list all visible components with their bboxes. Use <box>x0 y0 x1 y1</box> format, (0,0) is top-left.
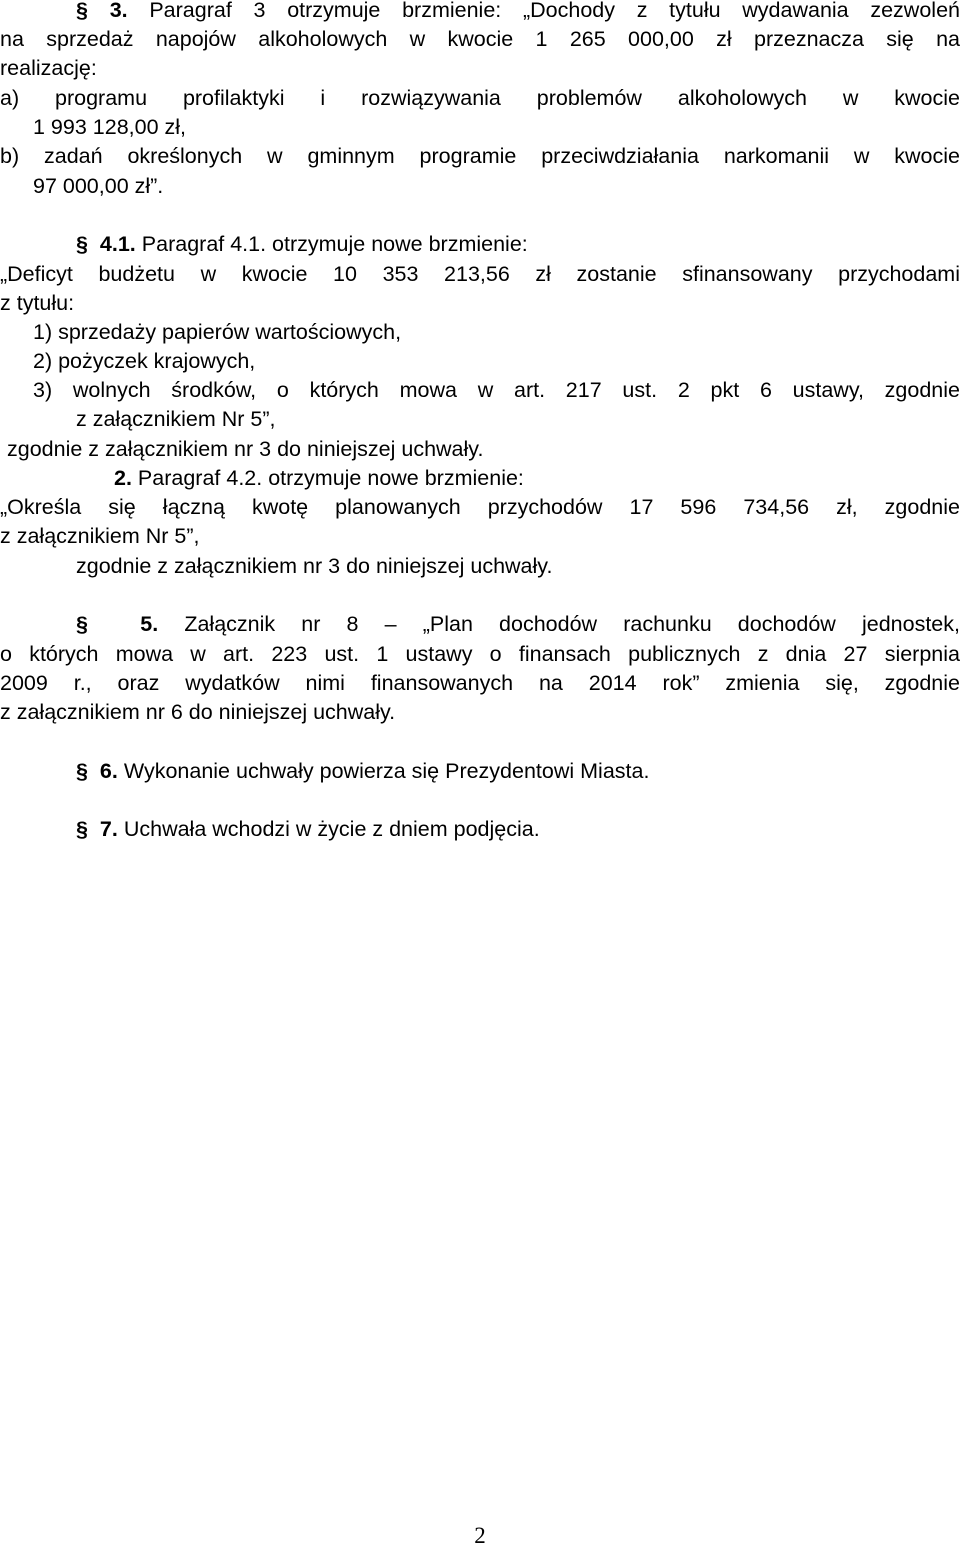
section-sign: § <box>76 0 88 22</box>
section-number: 5. <box>140 612 159 636</box>
section-4-item-1: 1) sprzedaży papierów wartościowych, <box>33 320 402 344</box>
section-3-item-b: b) zadań określonych w gminnym programie przeciwdziałania narkomanii w kwocie <box>0 144 960 168</box>
section-4-2-heading <box>114 464 524 493</box>
page-number: 2 <box>474 1523 486 1548</box>
section-sign: § <box>76 612 88 636</box>
section-3-line-2: na sprzedaż napojów alkoholowych w kwocie 1 265 000,00 zł przeznacza się na <box>0 27 960 51</box>
section-5-line-1 <box>76 610 960 639</box>
section-3-item-a-cont: 1 993 128,00 zł, <box>33 115 187 139</box>
section-4-line-8: zgodnie z załącznikiem nr 3 do niniejszej uchwały. <box>7 437 484 461</box>
section-4-item-3-cont: z załącznikiem Nr 5”, <box>76 407 276 431</box>
section-4-heading <box>76 230 528 259</box>
section-text: Załącznik nr 8 – „Plan dochodów rachunku dochodów jednostek, <box>184 612 960 636</box>
section-4-line-3: z tytułu: <box>0 291 75 315</box>
section-5-line-3: 2009 r., oraz wydatków nimi finansowanych na 2014 rok” zmienia się, zgodnie <box>0 671 960 695</box>
section-4-2-line-4: zgodnie z załącznikiem nr 3 do niniejszej uchwały. <box>76 554 553 578</box>
section-text: Wykonanie uchwały powierza się Prezydentowi Miasta. <box>123 759 650 783</box>
section-3-item-b-cont: 97 000,00 zł”. <box>33 174 164 198</box>
section-number: 4.1. <box>99 232 136 256</box>
section-sign: § <box>76 232 88 256</box>
section-6 <box>76 757 649 786</box>
section-4-2-line-3: z załącznikiem Nr 5”, <box>0 524 200 548</box>
section-3-line-1 <box>76 0 960 25</box>
section-sign: § <box>76 759 88 783</box>
section-number: 7. <box>99 817 118 841</box>
section-text: Paragraf 4.1. otrzymuje nowe brzmienie: <box>141 232 528 256</box>
section-number: 6. <box>99 759 118 783</box>
section-5-line-4: z załącznikiem nr 6 do niniejszej uchwały. <box>0 700 396 724</box>
section-number: 2. <box>114 466 132 490</box>
section-number: 3. <box>109 0 128 22</box>
section-4-line-2: „Deficyt budżetu w kwocie 10 353 213,56 zł zostanie sfinansowany przychodami <box>0 262 960 286</box>
section-text: Paragraf 4.2. otrzymuje nowe brzmienie: <box>137 466 524 490</box>
section-7 <box>76 815 540 844</box>
section-3-item-a: a) programu profilaktyki i rozwiązywania problemów alkoholowych w kwocie <box>0 86 960 110</box>
section-4-2-line-2: „Określa się łączną kwotę planowanych przychodów 17 596 734,56 zł, zgodnie <box>0 495 960 519</box>
section-text: Uchwała wchodzi w życie z dniem podjęcia. <box>123 817 540 841</box>
section-3-line-3: realizację: <box>0 56 97 80</box>
section-5-line-2: o których mowa w art. 223 ust. 1 ustawy o finansach publicznych z dnia 27 sierpnia <box>0 642 960 666</box>
section-sign: § <box>76 817 88 841</box>
section-4-item-3: 3) wolnych środków, o których mowa w art. 217 ust. 2 pkt 6 ustawy, zgodnie <box>33 378 960 402</box>
section-4-item-2: 2) pożyczek krajowych, <box>33 349 256 373</box>
section-text: Paragraf 3 otrzymuje brzmienie: „Dochody z tytułu wydawania zezwoleń <box>149 0 960 22</box>
